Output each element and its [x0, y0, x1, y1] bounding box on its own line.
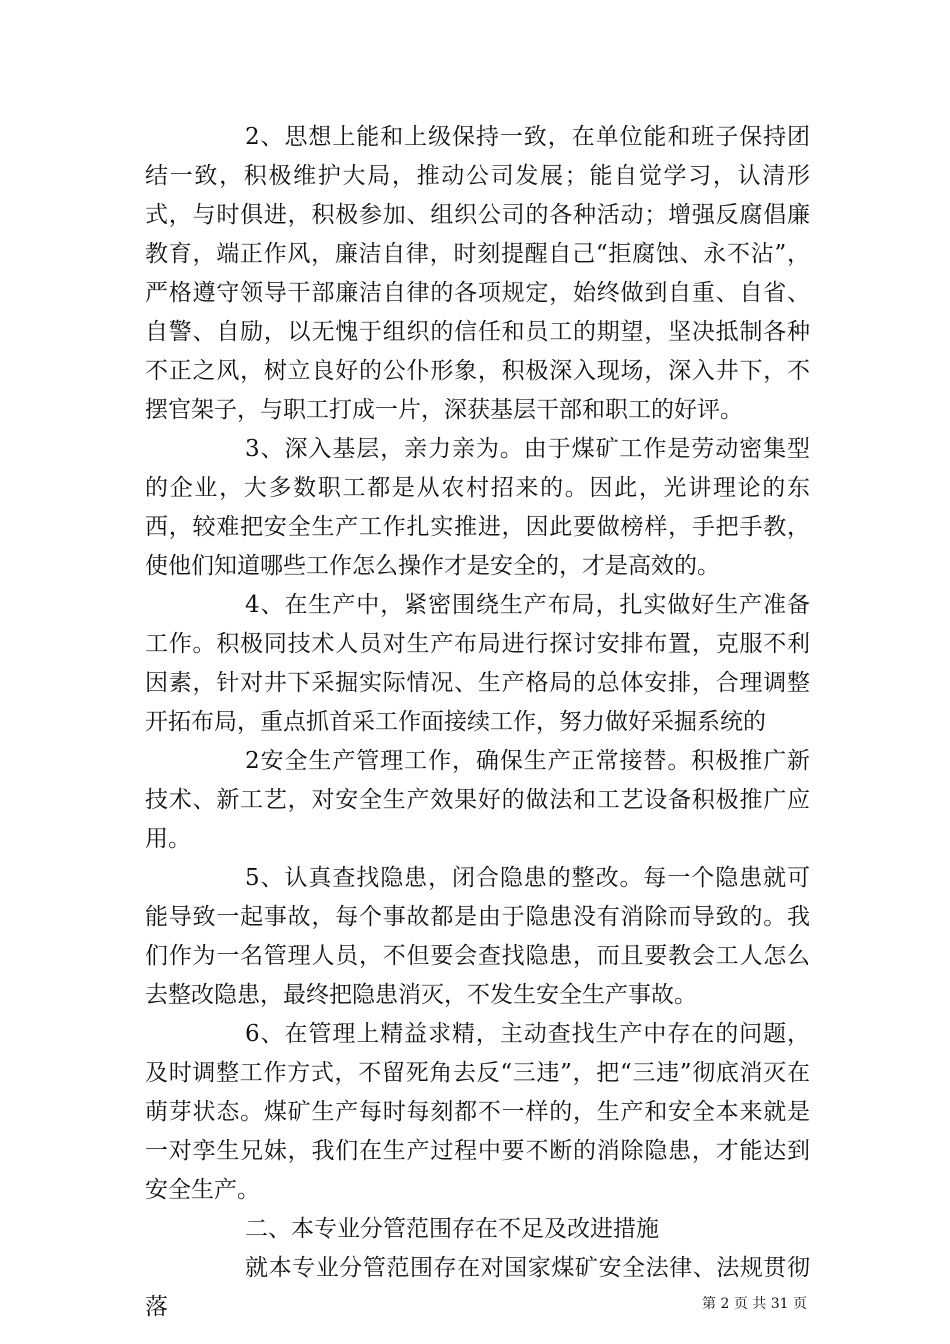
page-number-footer: 第 2 页 共 31 页 [702, 1296, 807, 1312]
paragraph-3: 3、深入基层，亲力亲为。由于煤矿工作是劳动密集型的企业，大多数职工都是从农村招来的。因此，光讲理论的东西，较难把安全生产工作扎实推进，因此要做榜样，手把手教，使他们知道哪些工作怎么操作才是安全的，才是高效的。 [145, 436, 810, 579]
paragraph-4-continued: 2安全生产管理工作，确保生产正常接替。积极推广新技术、新工艺，对安全生产效果好的做法和工艺设备积极推广应用。 [145, 748, 810, 852]
section-heading: 二、本专业分管范围存在不足及改进措施 [245, 1216, 659, 1242]
paragraph-4: 4、在生产中，紧密围绕生产布局，扎实做好生产准备工作。积极同技术人员对生产布局进行探讨安排布置，克服不利因素，针对井下采掘实际情况、生产格局的总体安排，合理调整开拓布局，重点抓首采工作面接续工作，努力做好采掘系统的 [145, 592, 810, 735]
body-text [145, 118, 810, 1327]
last-paragraph: 就本专业分管范围存在对国家煤矿安全法律、法规贯彻落 [145, 1255, 810, 1320]
paragraph-5: 5、认真查找隐患，闭合隐患的整改。每一个隐患就可能导致一起事故，每个事故都是由于隐患没有消除而导致的。我们作为一名管理人员，不但要会查找隐患，而且要教会工人怎么去整改隐患，最终把隐患消灭，不发生安全生产事故。 [145, 865, 810, 1008]
paragraph-2: 2、思想上能和上级保持一致，在单位能和班子保持团结一致，积极维护大局，推动公司发展；能自觉学习，认清形式，与时俱进，积极参加、组织公司的各种活动；增强反腐倡廉教育，端正作风，廉洁自律，时刻提醒自己“拒腐蚀、永不沾”，严格遵守领导干部廉洁自律的各项规定，始终做到自重、自省、自警、自励，以无愧于组织的信任和员工的期望，坚决抵制各种不正之风，树立良好的公仆形象，积极深入现场，深入井下，不摆官架子，与职工打成一片，深获基层干部和职工的好评。 [145, 124, 810, 423]
paragraph-6: 6、在管理上精益求精，主动查找生产中存在的问题，及时调整工作方式，不留死角去反“三违”，把“三违”彻底消灭在萌芽状态。煤矿生产每时每刻都不一样的，生产和安全本来就是一对孪生兄妹，我们在生产过程中要不断的消除隐患，才能达到安全生产。 [145, 1021, 810, 1203]
